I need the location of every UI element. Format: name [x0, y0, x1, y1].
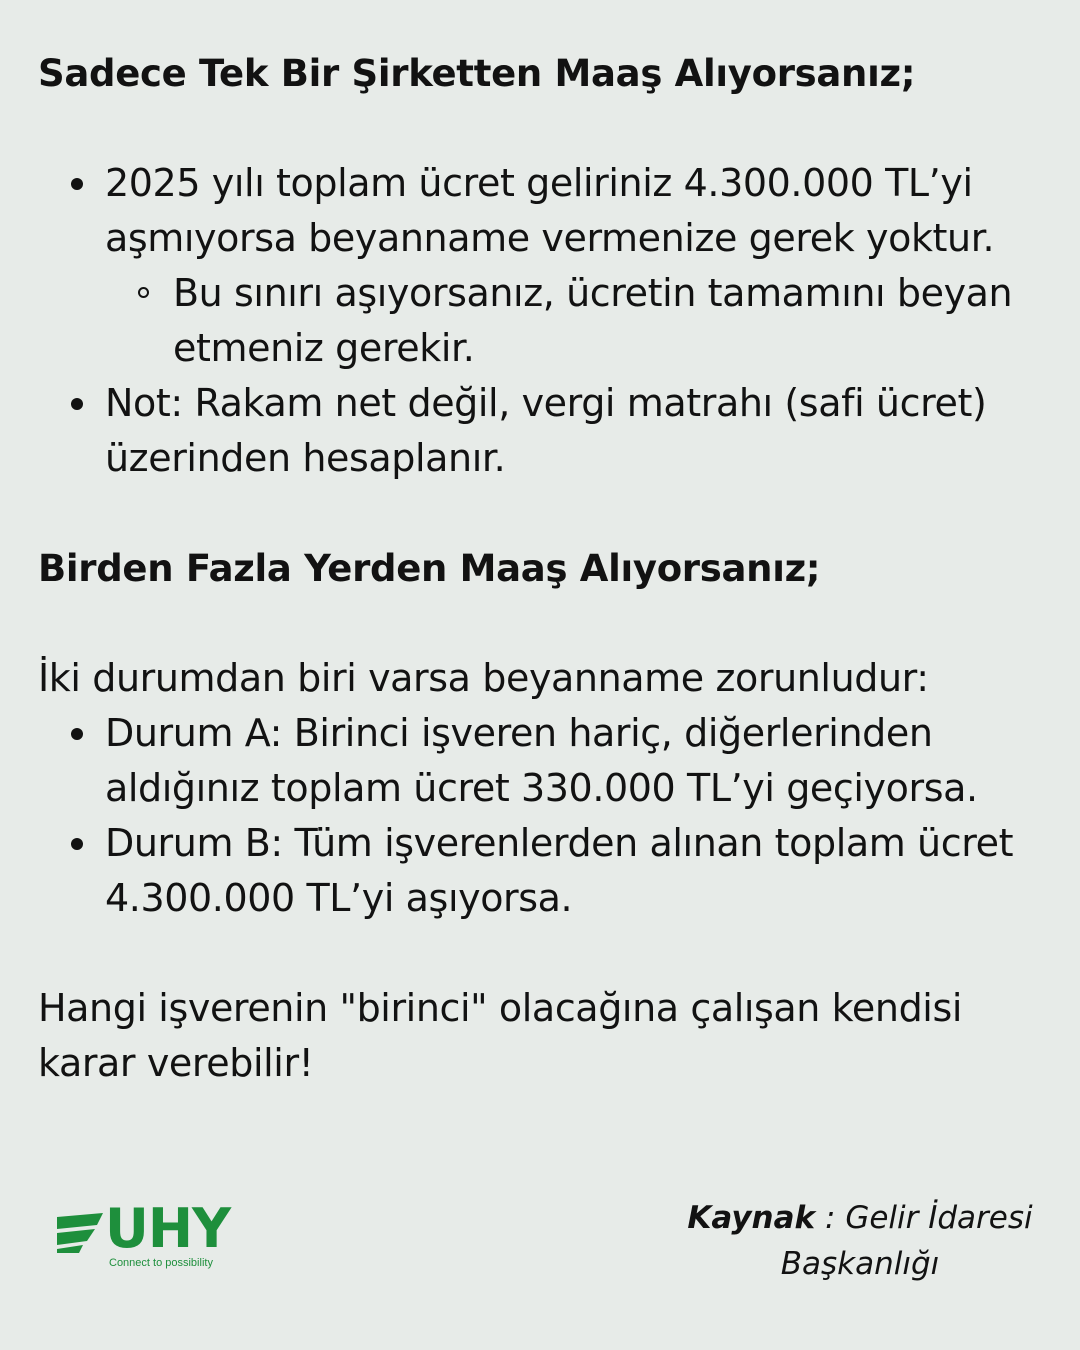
- source-value: Gelir İdaresi Başkanlığı: [780, 1200, 1033, 1282]
- section-heading-single-employer: Sadece Tek Bir Şirketten Maaş Alıyorsanız;: [38, 52, 916, 95]
- list-item-text: Durum A: Birinci işveren hariç, diğerlerinden aldığınız toplam ücret 330.000 TL’yi geçiyorsa.: [105, 711, 978, 810]
- list-item-text: Not: Rakam net değil, vergi matrahı (safi ücret) üzerinden hesaplanır.: [105, 381, 987, 480]
- sub-list-item: [38, 266, 1048, 376]
- source-label: Kaynak: [687, 1200, 816, 1236]
- list-item-text: 2025 yılı toplam ücret geliriniz 4.300.000 TL’yi aşmıyorsa beyanname vermenize gerek yoktur.: [105, 161, 995, 260]
- source-citation: [660, 1195, 1060, 1287]
- multiple-employers-list: [38, 706, 1048, 926]
- document-content: [38, 46, 1048, 1091]
- closing-note: Hangi işverenin "birinci" olacağına çalışan kendisi karar verebilir!: [38, 986, 963, 1085]
- sub-list-item-text: Bu sınırı aşıyorsanız, ücretin tamamını beyan etmeniz gerekir.: [173, 271, 1013, 370]
- section-intro: İki durumdan biri varsa beyanname zorunludur:: [38, 656, 929, 700]
- list-item: [38, 816, 1048, 926]
- list-item: [38, 706, 1048, 816]
- list-item: [38, 376, 1048, 486]
- logo-tagline: Connect to possibility: [109, 1257, 213, 1269]
- section-heading-multiple-employers: Birden Fazla Yerden Maaş Alıyorsanız;: [38, 547, 821, 590]
- source-separator: :: [815, 1200, 846, 1236]
- list-item: [38, 156, 1048, 266]
- single-employer-list: [38, 156, 1048, 486]
- uhy-logo: [57, 1197, 257, 1275]
- logo-wordmark: UHY: [105, 1197, 231, 1260]
- list-item-text: Durum B: Tüm işverenlerden alınan toplam ücret 4.300.000 TL’yi aşıyorsa.: [105, 821, 1014, 920]
- uhy-leaf-icon: [57, 1209, 103, 1253]
